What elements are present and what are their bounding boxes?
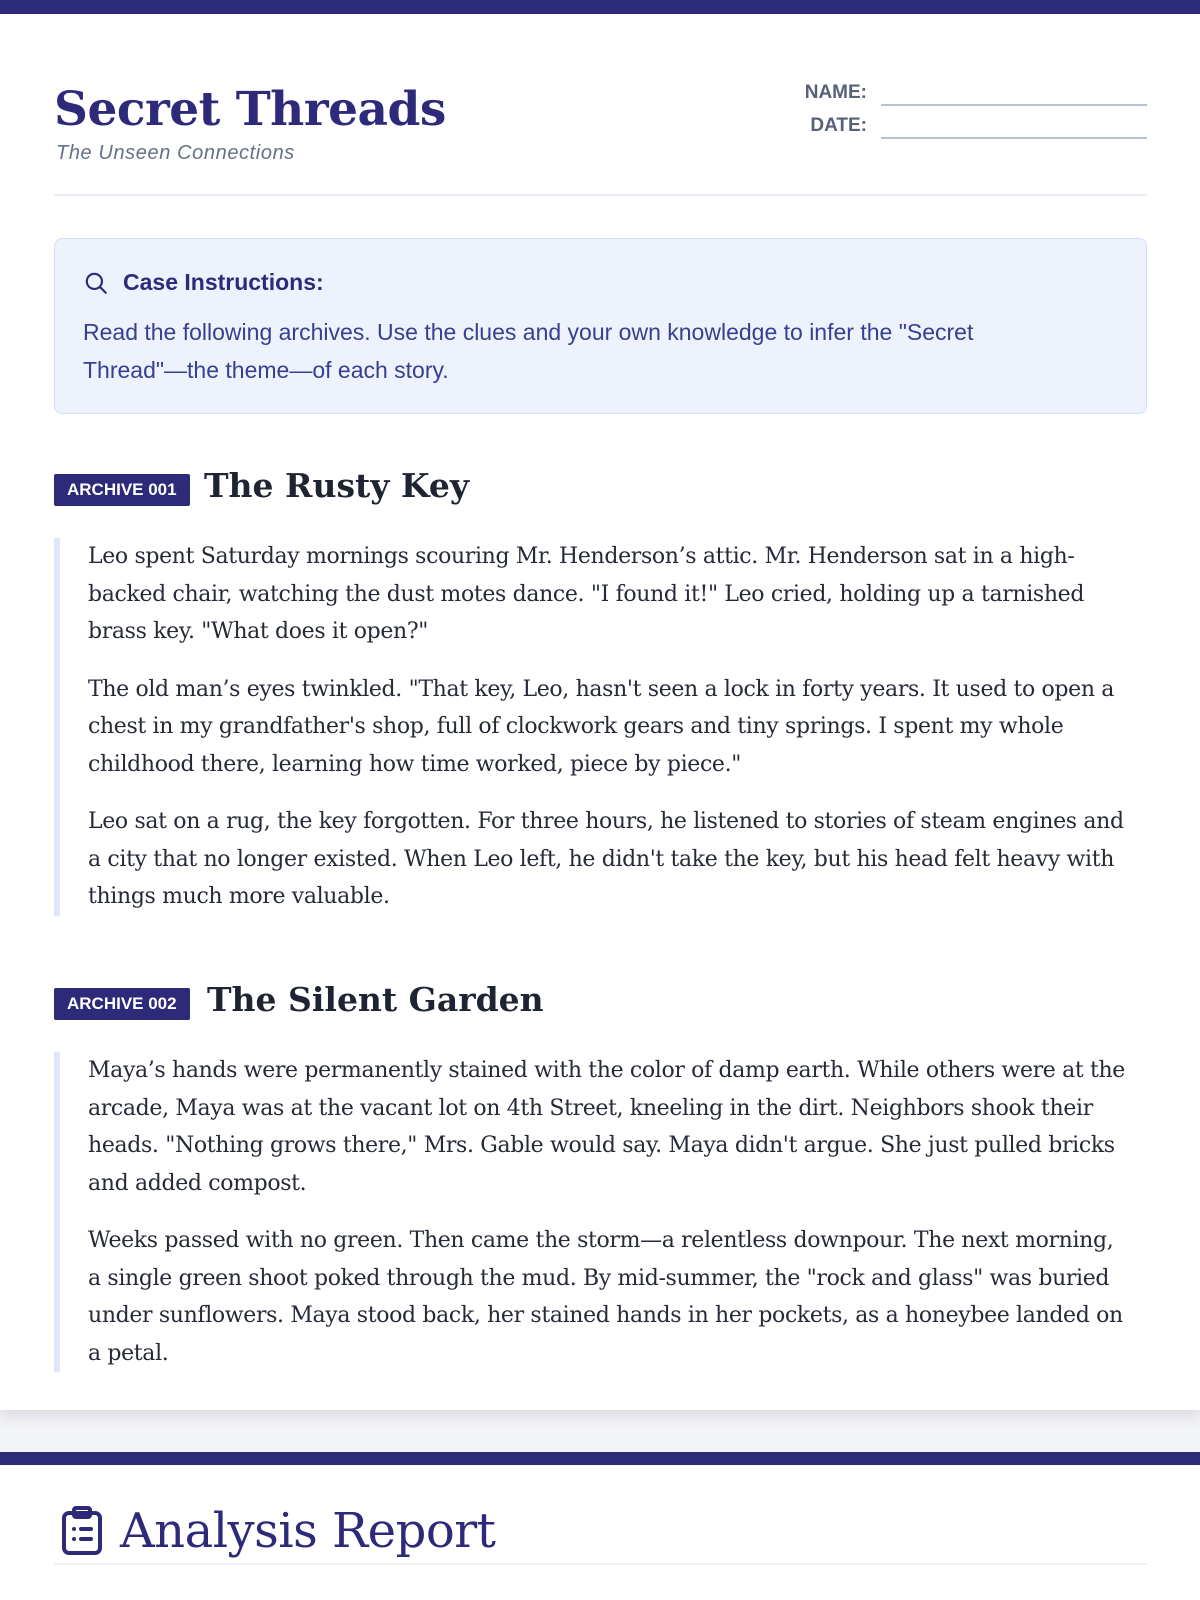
name-field-row bbox=[787, 80, 1147, 113]
story-paragraph: Leo sat on a rug, the key forgotten. For three hours, he listened to stories of steam engines and a city that no longer existed. When Leo left, he didn't take the key, but his head felt heavy with things much more valuable. bbox=[88, 809, 1124, 909]
instructions-title: Case Instructions: bbox=[123, 269, 324, 295]
archive-section bbox=[54, 980, 1147, 1372]
page-title: Secret Threads bbox=[54, 82, 446, 137]
archive-title: The Rusty Key bbox=[204, 466, 470, 505]
analysis-header bbox=[54, 1505, 1147, 1565]
date-field-row bbox=[787, 113, 1147, 146]
instructions-body: Read the following archives. Use the clues and your own knowledge to infer the "Secret Thread"—the theme—of each story. bbox=[83, 319, 974, 383]
search-icon bbox=[83, 270, 109, 296]
date-field[interactable] bbox=[881, 137, 1147, 139]
student-fields bbox=[787, 80, 1147, 146]
analysis-page bbox=[0, 1465, 1200, 1600]
worksheet-header bbox=[54, 72, 1147, 196]
story-paragraph: Weeks passed with no green. Then came the storm—a relentless downpour. The next morning, a single green shoot poked through the mud. By mid-summer, the "rock and glass" was buried under sunflowers. Maya stood back, her stained hands in her pockets, as a honeybee landed on a petal. bbox=[88, 1228, 1123, 1366]
archive-header bbox=[54, 980, 1147, 1030]
page-divider-bar bbox=[0, 1452, 1200, 1465]
date-label: DATE: bbox=[810, 115, 867, 136]
archive-header bbox=[54, 466, 1147, 516]
archive-badge: ARCHIVE 001 bbox=[54, 474, 190, 506]
instructions-callout bbox=[54, 238, 1147, 414]
story-text bbox=[54, 1052, 1147, 1372]
archive-title: The Silent Garden bbox=[207, 980, 544, 1019]
clipboard-icon bbox=[58, 1505, 106, 1557]
story-text bbox=[54, 538, 1147, 916]
analysis-title: Analysis Report bbox=[120, 1503, 496, 1559]
story-paragraph: Leo spent Saturday mornings scouring Mr. Henderson’s attic. Mr. Henderson sat in a high-backed chair, watching the dust motes dance. "I found it!" Leo cried, holding up a tarnished brass key. "What does it open?" bbox=[88, 544, 1085, 644]
story-paragraph: The old man’s eyes twinkled. "That key, Leo, hasn't seen a lock in forty years. It used to open a chest in my grandfather's shop, full of clockwork gears and tiny springs. I spent my whole childhood there, learning how time worked, piece by piece." bbox=[88, 676, 1115, 777]
story-paragraph: Maya’s hands were permanently stained with the color of damp earth. While others were at the arcade, Maya was at the vacant lot on 4th Street, kneeling in the dirt. Neighbors shook their heads. "Nothing grows there," Mrs. Gable would say. Maya didn't argue. She just pulled bricks and added compost. bbox=[88, 1058, 1125, 1196]
name-field[interactable] bbox=[881, 104, 1147, 106]
page-subtitle: The Unseen Connections bbox=[56, 142, 295, 164]
archive-badge: ARCHIVE 002 bbox=[54, 988, 190, 1020]
instructions-header bbox=[83, 267, 1118, 295]
name-label: NAME: bbox=[804, 82, 867, 103]
archive-section bbox=[54, 466, 1147, 916]
